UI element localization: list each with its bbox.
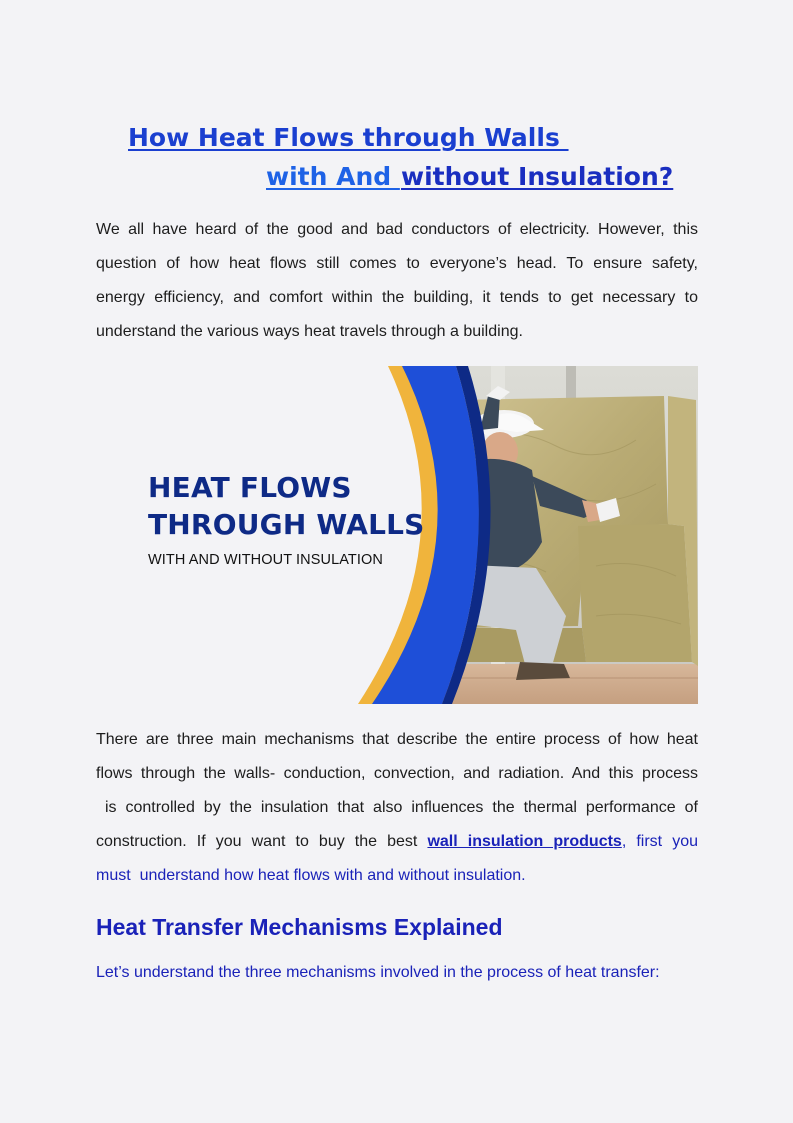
banner-title-line-2: THROUGH WALLS bbox=[148, 508, 425, 541]
section-heading: Heat Transfer Mechanisms Explained bbox=[96, 914, 503, 940]
page-title-line-1: How Heat Flows through Walls bbox=[128, 123, 569, 152]
mechanisms-line-4-text: construction. If you want to buy the best bbox=[96, 833, 428, 850]
page-title-line-2a: with And bbox=[266, 162, 400, 191]
banner-title bbox=[148, 469, 425, 543]
mechanisms-paragraph bbox=[96, 723, 698, 893]
section-intro: Let’s understand the three mechanisms involved in the process of heat transfer: bbox=[96, 964, 660, 981]
banner-subtitle: WITH AND WITHOUT INSULATION bbox=[148, 552, 383, 568]
intro-paragraph bbox=[96, 213, 698, 349]
mechanisms-line-5: must understand how heat flows with and without insulation. bbox=[96, 867, 526, 884]
mechanisms-line-with-link bbox=[96, 825, 698, 859]
heat-flows-banner-image bbox=[96, 366, 698, 704]
mechanisms-line-4-tail: , first you bbox=[621, 833, 698, 850]
intro-line: understand the various ways heat travels through a building. bbox=[96, 323, 523, 340]
mechanisms-line: There are three main mechanisms that describe the entire process of how heat bbox=[96, 731, 698, 748]
mechanisms-line: flows through the walls- conduction, convection, and radiation. And this process bbox=[96, 765, 698, 782]
intro-line: question of how heat flows still comes to everyone’s head. To ensure safety, bbox=[96, 255, 698, 272]
wall-insulation-products-link[interactable]: wall insulation products bbox=[427, 833, 622, 850]
intro-line: We all have heard of the good and bad conductors of electricity. However, this bbox=[96, 221, 698, 238]
banner-title-line-1: HEAT FLOWS bbox=[148, 471, 352, 504]
page-title-line-2b: without Insulation? bbox=[401, 162, 674, 191]
mechanisms-line: is controlled by the insulation that also influences the thermal performance of bbox=[96, 799, 698, 816]
intro-line: energy efficiency, and comfort within the building, it tends to get necessary to bbox=[96, 289, 698, 306]
